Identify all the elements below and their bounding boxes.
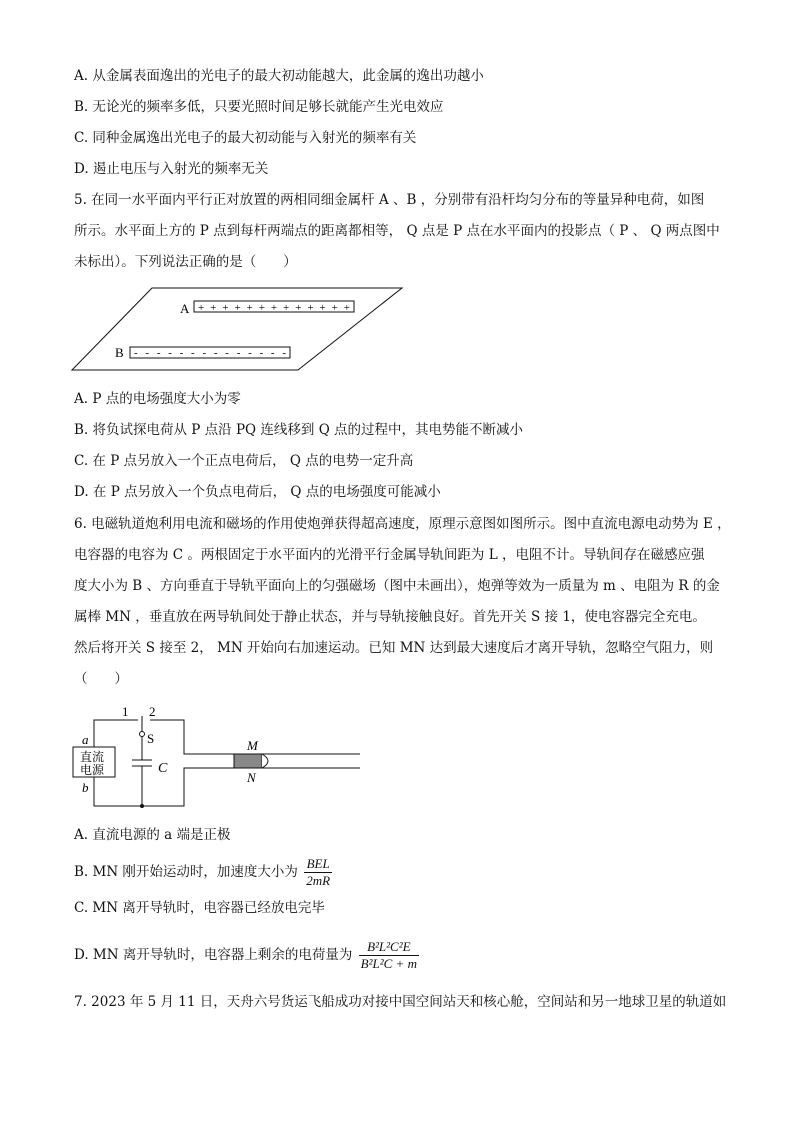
dc-source-label-2: 电源 <box>80 763 105 777</box>
q6-option-d-denominator: B²L²C + m <box>360 956 417 971</box>
q6-stem-line6: （ ） <box>74 671 128 687</box>
q6-option-d-fraction <box>359 939 419 972</box>
q4-option-a: A. 从金属表面逸出的光电子的最大初动能越大，此金属的逸出功越小 <box>74 68 484 84</box>
q6-option-a: A. 直流电源的 a 端是正极 <box>74 827 231 843</box>
rod-b-charges: - - - - - - - - - - - - - - <box>134 347 286 359</box>
q6-stem-line1: 6. 电磁轨道炮利用电流和磁场的作用使炮弹获得超高速度，原理示意图如图所示。图中直流电源电动势为 E ， <box>74 516 731 532</box>
q6-option-d <box>74 935 421 975</box>
q6-stem-line5: 然后将开关 S 接至 2， MN 开始向右加速运动。已知 MN 达到最大速度后才离开导轨，忽略空气阻力，则 <box>74 640 714 656</box>
rod-a-charges: + + + + + + + + + + + + + <box>198 302 350 314</box>
q6-circuit-figure <box>70 702 370 812</box>
q6-option-d-numerator: B²L²C²E <box>359 939 419 956</box>
q6-option-d-text: D. MN 离开导轨时，电容器上剩余的电荷量为 <box>74 947 353 963</box>
q6-option-b-fraction <box>304 856 332 889</box>
q6-option-c: C. MN 离开导轨时，电容器已经放电完毕 <box>74 900 325 916</box>
junction-dot <box>140 804 144 808</box>
dc-source-label-1: 直流 <box>80 750 105 764</box>
q6-stem-line4: 属棒 MN ，垂直放在两导轨间处于静止状态，并与导轨接触良好。首先开关 S 接 1，使电容器完全充电。 <box>74 609 706 625</box>
q6-stem-line3: 度大小为 B 、方向垂直于导轨平面向上的匀强磁场（图中未画出），炮弹等效为一质量为 m 、电阻为 R 的金 <box>74 578 720 594</box>
q4-option-b: B. 无论光的频率多低，只要光照时间足够长就能产生光电效应 <box>74 99 444 115</box>
q6-stem-line2: 电容器的电容为 C 。两根固定于水平面内的光滑平行金属导轨间距为 L ，电阻不计。导轨间存在磁感应强 <box>74 547 705 563</box>
q6-option-b-denominator: 2mR <box>306 873 331 888</box>
q6-option-b <box>74 855 334 889</box>
q5-option-c: C. 在 P 点另放入一个正点电荷后， Q 点的电势一定升高 <box>74 453 414 469</box>
q5-option-a: A. P 点的电场强度大小为零 <box>74 391 241 407</box>
q5-stem-line2: 所示。水平面上方的 P 点到每杆两端点的距离都相等， Q 点是 P 点在水平面内的投影点（ P 、 Q 两点图中 <box>74 223 720 239</box>
label-1: 1 <box>122 704 129 719</box>
q6-option-b-numerator: BEL <box>304 856 332 873</box>
label-n: N <box>247 770 256 785</box>
label-2: 2 <box>149 704 156 719</box>
rod-b-label: B <box>115 345 124 360</box>
rod-a-label: A <box>180 301 190 316</box>
label-m: M <box>247 738 258 753</box>
q5-option-d: D. 在 P 点另放入一个负点电荷后， Q 点的电场强度可能减小 <box>74 484 441 500</box>
q5-figure <box>70 284 410 374</box>
label-c: C <box>158 761 168 776</box>
q5-option-b: B. 将负试探电荷从 P 点沿 PQ 连线移到 Q 点的过程中，其电势能不断减小 <box>74 422 524 438</box>
label-b: b <box>82 780 89 795</box>
wire-b <box>94 768 360 806</box>
projectile-tip <box>262 754 268 768</box>
q5-stem-line3: 未标出）。下列说法正确的是（ ） <box>74 254 297 270</box>
q5-stem-line1: 5. 在同一水平面内平行正对放置的两相同细金属杆 A 、B ，分别带有沿杆均匀分布的等量异种电荷，如图 <box>74 192 705 208</box>
wire-a <box>94 720 138 747</box>
q4-option-d: D. 遏止电压与入射光的频率无关 <box>74 161 269 177</box>
projectile-mn <box>234 754 262 768</box>
label-s: S <box>147 731 155 746</box>
q6-option-b-text: B. MN 刚开始运动时，加速度大小为 <box>74 864 298 880</box>
q7-stem-line1: 7. 2023 年 5 月 11 日，天舟六号货运飞船成功对接中国空间站天和核心舱，空间站和另一地球卫星的轨道如 <box>74 994 727 1010</box>
q4-option-c: C. 同种金属逸出光电子的最大初动能与入射光的频率有关 <box>74 130 417 146</box>
label-a: a <box>82 732 89 747</box>
switch-pivot <box>140 732 145 737</box>
